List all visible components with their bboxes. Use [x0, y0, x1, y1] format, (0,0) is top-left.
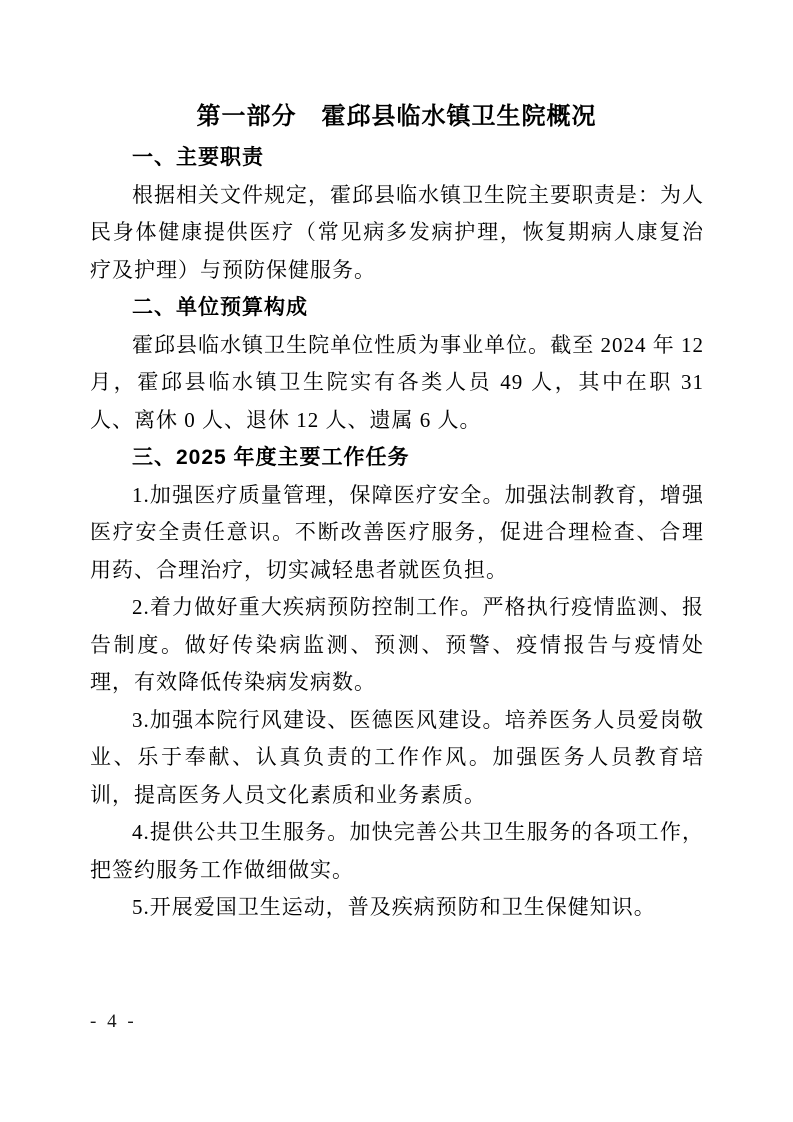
task-item-5: 5.开展爱国卫生运动，普及疾病预防和卫生保健知识。: [132, 895, 656, 919]
task-item-4: 4.提供公共卫生服务。加快完善公共卫生服务的各项工作，把签约服务工作做细做实。: [90, 820, 704, 882]
page-title: 第一部分 霍邱县临水镇卫生院概况: [196, 103, 597, 130]
section-main-duties-paragraph: 根据相关文件规定，霍邱县临水镇卫生院主要职责是：为人民身体健康提供医疗（常见病多发病护理，恢复期病人康复治疗及护理）与预防保健服务。: [90, 182, 704, 282]
section-budget-composition-paragraph: 霍邱县临水镇卫生院单位性质为事业单位。截至 2024 年 12 月，霍邱县临水镇卫生院实有各类人员 49 人，其中在职 31 人、离休 0 人、退休 12 人、遗属 6 人。: [90, 332, 704, 432]
task-item-3: 3.加强本院行风建设、医德医风建设。培养医务人员爱岗敬业、乐于奉献、认真负责的工作作风。加强医务人员教育培训，提高医务人员文化素质和业务素质。: [90, 707, 704, 807]
document-body: [90, 139, 704, 927]
page-number: - 4 -: [90, 1011, 137, 1032]
section-heading-budget-composition: 二、单位预算构成: [132, 296, 308, 319]
section-heading-2025-tasks: 三、2025 年度主要工作任务: [132, 446, 410, 469]
task-item-2: 2.着力做好重大疾病预防控制工作。严格执行疫情监测、报告制度。做好传染病监测、预测、预警、疫情报告与疫情处理，有效降低传染病发病数。: [90, 595, 704, 694]
task-item-1: 1.加强医疗质量管理，保障医疗安全。加强法制教育，增强医疗安全责任意识。不断改善医疗服务，促进合理检查、合理用药、合理治疗，切实减轻患者就医负担。: [90, 482, 704, 582]
section-heading-main-duties: 一、主要职责: [132, 146, 264, 169]
